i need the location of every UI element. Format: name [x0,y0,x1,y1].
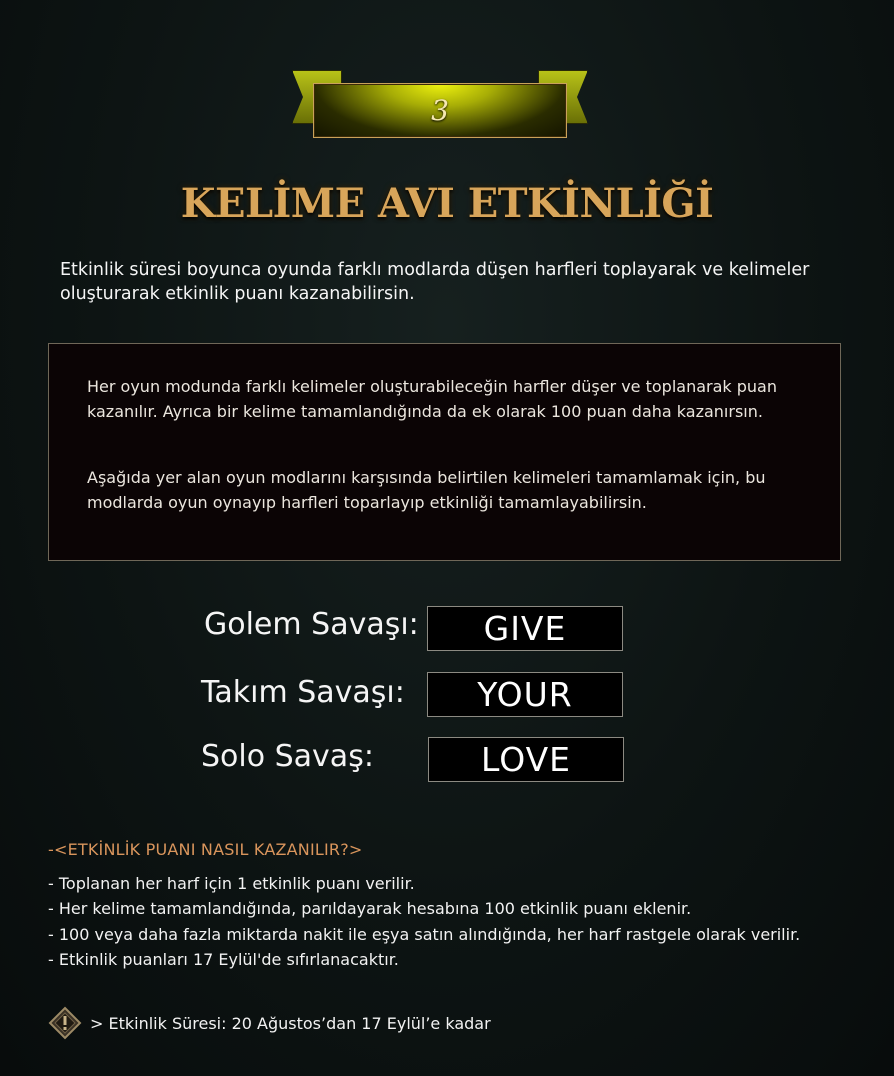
how-item: - Her kelime tamamlandığında, parıldayarak hesabına 100 etkinlik puanı eklenir. [48,899,692,919]
how-title: -<ETKİNLİK PUANI NASIL KAZANILIR?> [48,840,363,859]
event-duration [48,1006,491,1040]
event-duration-text: > Etkinlik Süresi: 20 Ağustos’dan 17 Eylül’e kadar [90,1013,491,1033]
mode-word-solo: LOVE [428,737,624,782]
mode-label-takim: Takım Savaşı: [201,675,405,710]
how-item: - Toplanan her harf için 1 etkinlik puanı verilir. [48,874,415,893]
intro-text: Etkinlik süresi boyunca oyunda farklı modlarda düşen harfleri toplayarak ve kelimeler oluşturarak etkinlik puanı kazanabilirsin. [60,260,810,304]
how-item: - Etkinlik puanları 17 Eylül'de sıfırlanacaktır. [48,949,399,969]
step-number: 3 [431,94,449,127]
warning-icon [48,1006,82,1040]
info-paragraph-1: Her oyun modunda farklı kelimeler oluşturabileceğin harfler düşer ve toplanarak puan kazanılır. Ayrıca bir kelime tamamlandığında da ek olarak 100 puan daha kazanırsın. [87,377,777,421]
mode-label-solo: Solo Savaş: [201,739,374,774]
mode-word-takim: YOUR [427,672,623,717]
info-paragraph-2: Aşağıda yer alan oyun modlarını karşısında belirtilen kelimeleri tamamlamak için, bu modlarda oyun oynayıp harfleri toparlayıp etkinliği tamamlayabilirsin. [87,468,766,512]
mode-label-golem: Golem Savaşı: [204,607,419,642]
mode-word-golem: GIVE [427,606,623,651]
info-box [48,343,841,561]
page-title: KELİME AVI ETKİNLİĞİ [180,180,714,227]
banner-plate [313,83,567,138]
how-item: - 100 veya daha fazla miktarda nakit ile eşya satın alındığında, her harf rastgele olarak verilir. [48,924,801,944]
how-list [48,871,800,972]
step-banner [292,68,588,140]
